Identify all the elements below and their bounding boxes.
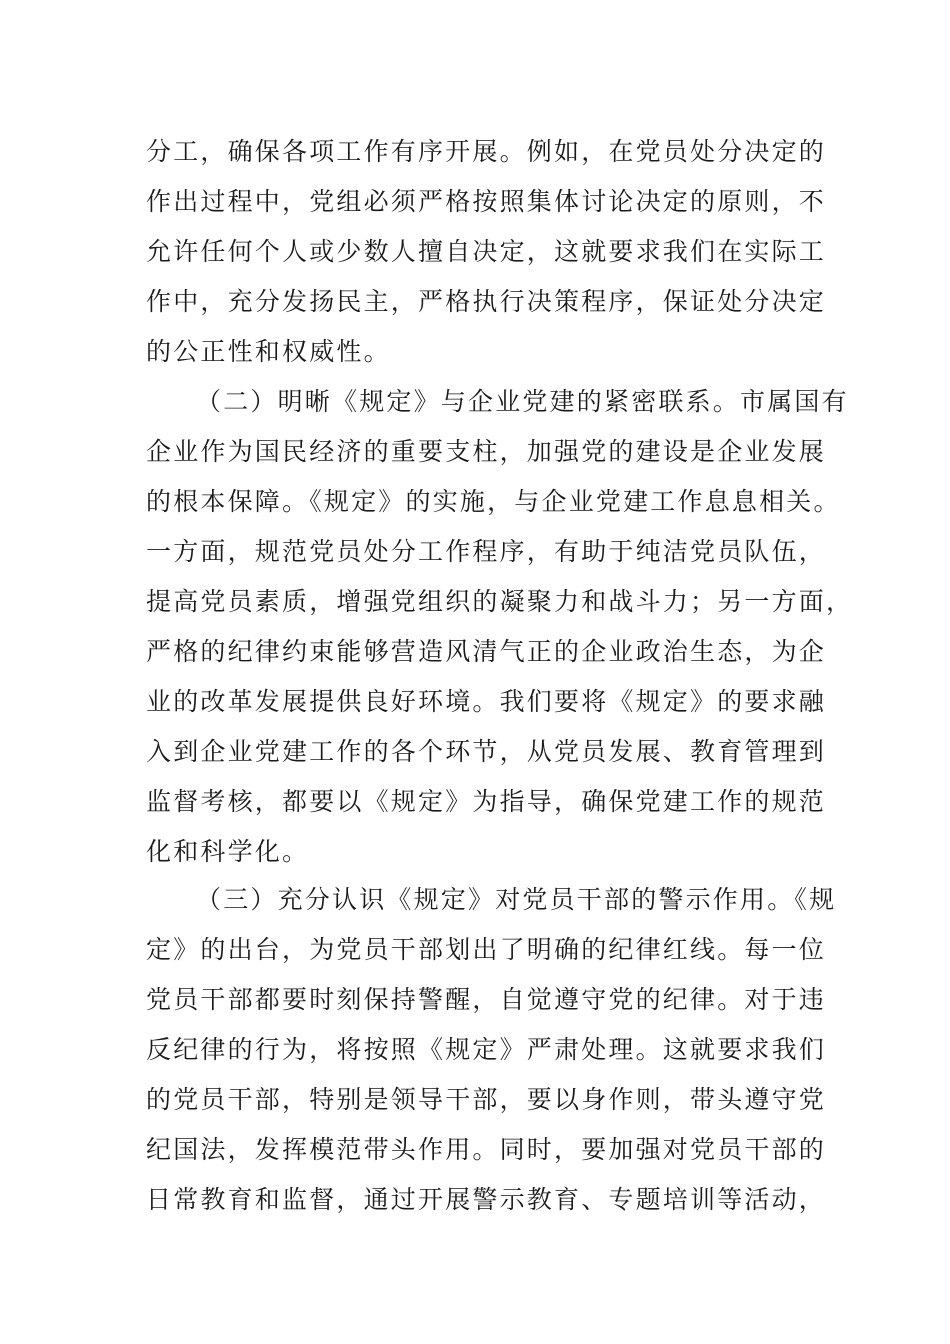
text-line: 作出过程中，党组必须严格按照集体讨论决定的原则，不: [146, 187, 827, 216]
text-line: 监督考核，都要以《规定》为指导，确保党建工作的规范: [146, 787, 827, 816]
text-line: 的根本保障。《规定》的实施，与企业党建工作息息相关。: [146, 487, 841, 516]
text-line: 定》的出台，为党员干部划出了明确的纪律红线。每一位: [146, 935, 827, 964]
text-line: 业的改革发展提供良好环境。我们要将《规定》的要求融: [146, 687, 827, 716]
text-line: 的公正性和权威性。: [146, 337, 391, 366]
text-line: 分工，确保各项工作有序开展。例如，在党员处分决定的: [146, 137, 827, 166]
text-line: 入到企业党建工作的各个环节，从党员发展、教育管理到: [146, 737, 827, 766]
text-line: 党员干部都要时刻保持警醒，自觉遵守党的纪律。对于违: [146, 985, 827, 1014]
text-line: 作中，充分发扬民主，严格执行决策程序，保证处分决定: [146, 287, 827, 316]
text-line: 严格的纪律约束能够营造风清气正的企业政治生态，为企: [146, 637, 827, 666]
text-line: 允许任何个人或少数人擅自决定，这就要求我们在实际工: [146, 237, 827, 266]
text-line: 反纪律的行为，将按照《规定》严肃处理。这就要求我们: [146, 1035, 827, 1064]
text-line: 的党员干部，特别是领导干部，要以身作则，带头遵守党: [146, 1085, 827, 1114]
text-line: 化和科学化。: [146, 837, 310, 866]
text-line: 一方面，规范党员处分工作程序，有助于纯洁党员队伍，: [146, 537, 827, 566]
text-line: 纪国法，发挥模范带头作用。同时，要加强对党员干部的: [146, 1135, 827, 1164]
text-line: 日常教育和监督，通过开展警示教育、专题培训等活动，: [146, 1185, 827, 1214]
section-heading-line: （三）充分认识《规定》对党员干部的警示作用。《规: [196, 885, 837, 914]
text-line: 企业作为国民经济的重要支柱，加强党的建设是企业发展: [146, 437, 827, 466]
text-line: 提高党员素质，增强党组织的凝聚力和战斗力；另一方面，: [146, 587, 854, 616]
section-heading-line: （二）明晰《规定》与企业党建的紧密联系。市属国有: [196, 387, 849, 416]
